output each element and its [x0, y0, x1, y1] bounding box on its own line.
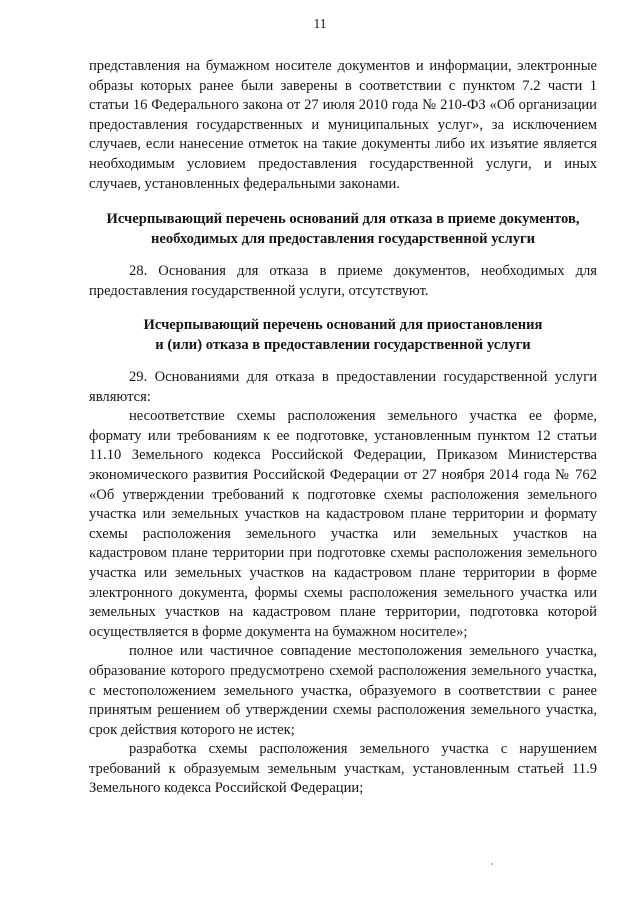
heading-line: Исчерпывающий перечень оснований для отказа в приеме документов,: [106, 211, 580, 227]
heading-line: Исчерпывающий перечень оснований для приостановления: [143, 317, 543, 333]
scan-speck: [491, 863, 493, 865]
paragraph-intro-continuation: представления на бумажном носителе документов и информации, электронные образы которых ранее были заверены в соответствии с пунктом 7.2 части 1 статьи 16 Федерального закона от 27 июля 2010 года № 210-ФЗ «Об организации предоставления государственных и муниципальных услуг», за исключением случаев, если нанесение отметок на такие документы либо их изъятие является необходимым условием предоставления государственной услуги, и иных случаев, установленных федеральными законами.: [89, 58, 597, 192]
clause-29-block: [89, 368, 597, 799]
intro-text-block: [89, 57, 597, 194]
section-heading-suspension-refusal: [89, 315, 597, 355]
paragraph-clause-28: 28. Основания для отказа в приеме документов, необходимых для предоставления государственной услуги, отсутствуют.: [89, 263, 597, 299]
paragraph-clause-29-item-a: несоответствие схемы расположения земельного участка ее форме, формату или требованиям к ее подготовке, установленным пунктом 12 статьи 11.10 Земельного кодекса Российской Федерации, Приказом Министерства экономического развития Российской Федерации от 27 ноября 2014 года № 762 «Об утверждении требований к подготовке схемы расположения земельного участка или земельных участков на кадастровом плане территории и формату схемы расположения земельного участка или земельных участков на кадастровом плане территории при подготовке схемы расположения земельного участка или земельных участков на кадастровом плане территории в форме электронного документа, формы схемы расположения земельного участка или земельных участков на кадастровом плане территории, подготовка которой осуществляется в форме документа на бумажном носителе»;: [89, 408, 597, 640]
page-number: 11: [313, 16, 327, 31]
heading-line: и (или) отказа в предоставлении государственной услуги: [155, 337, 531, 353]
section-heading-refusal-acceptance: [89, 209, 597, 249]
paragraph-clause-29-item-b: полное или частичное совпадение местоположения земельного участка, образование которого предусмотрено схемой расположения земельного участка, с местоположением земельного участка, образуемого в соответствии с ранее принятым решением об утверждении схемы расположения земельного участка, срок действия которого не истек;: [89, 643, 597, 738]
paragraph-clause-29-item-c: разработка схемы расположения земельного участка с нарушением требований к образуемым земельным участкам, установленным статьей 11.9 Земельного кодекса Российской Федерации;: [89, 741, 597, 797]
paragraph-clause-29: 29. Основаниями для отказа в предоставлении государственной услуги являются:: [89, 369, 597, 405]
heading-line: необходимых для предоставления государственной услуги: [150, 231, 536, 247]
clause-28-block: [89, 262, 597, 301]
